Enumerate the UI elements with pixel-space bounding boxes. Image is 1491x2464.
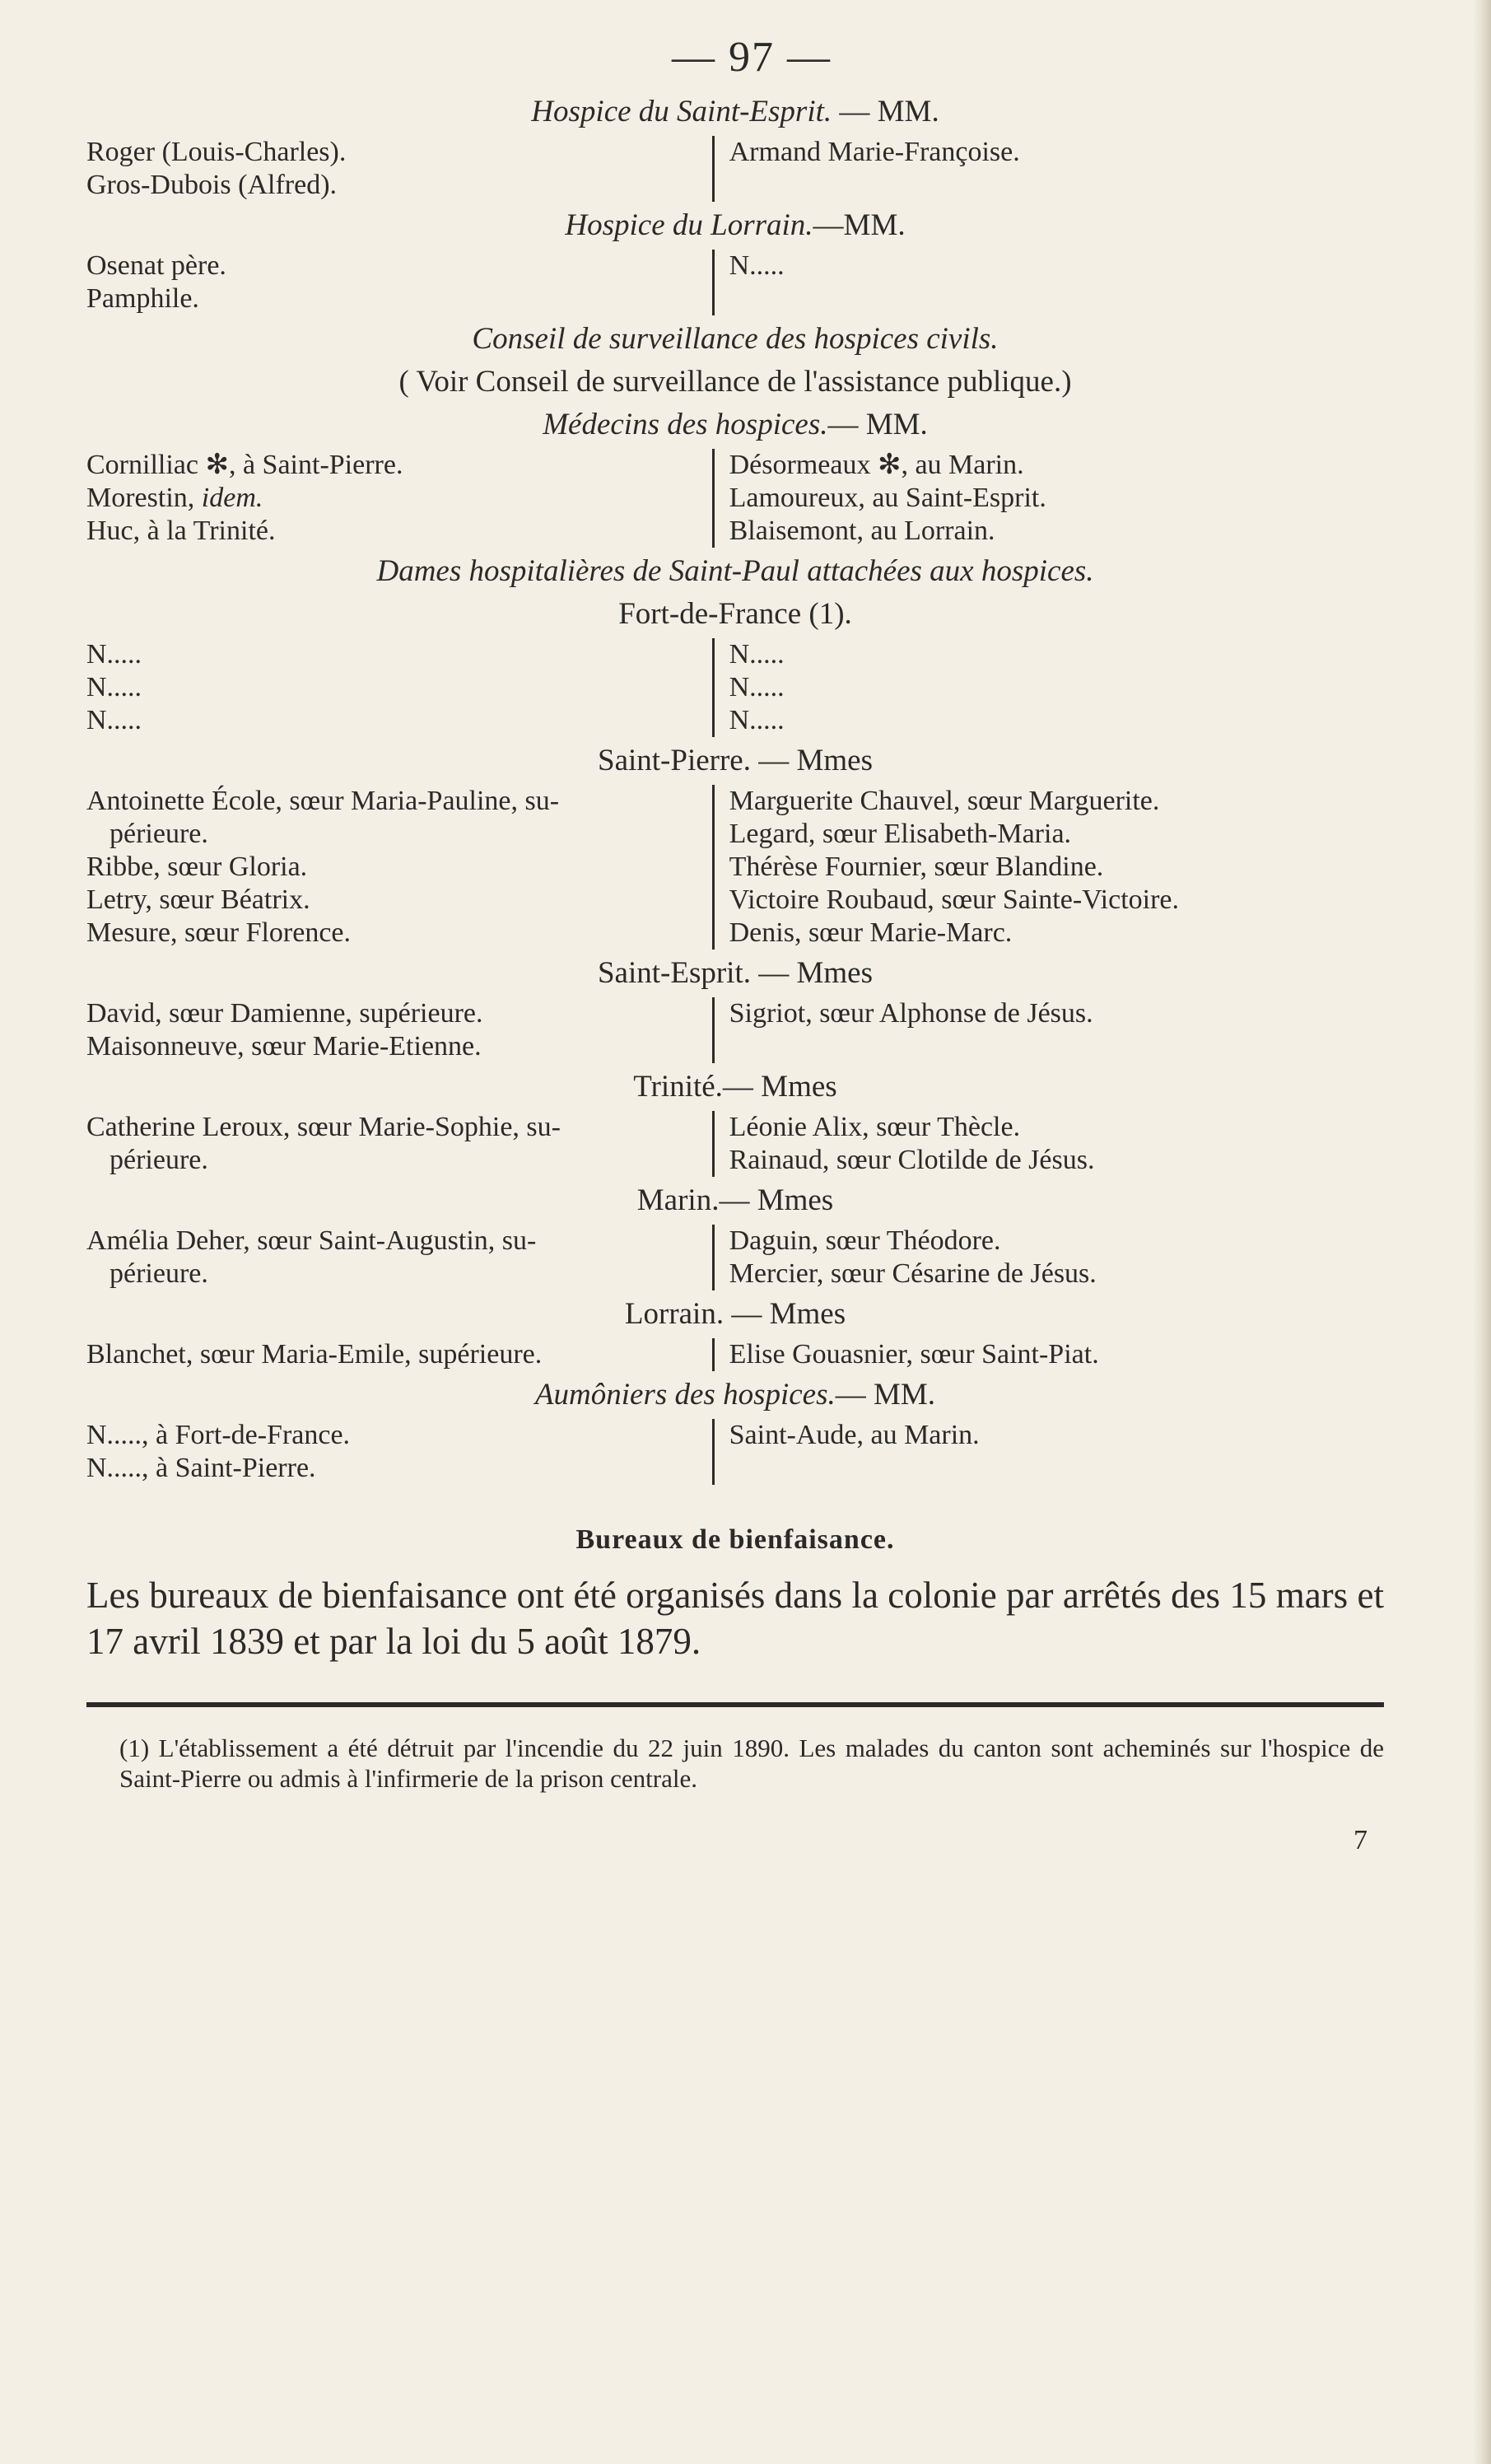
section-heading-lorrain: Hospice du Lorrain.—MM.: [565, 208, 906, 242]
page-number: — 97 —: [672, 34, 832, 81]
page-edge: [1473, 0, 1491, 2464]
two-column-list: [86, 1225, 1384, 1290]
two-column-list: [86, 1419, 1384, 1485]
list-item: Antoinette École, sœur Maria-Pauline, su-: [86, 786, 560, 816]
list-item: périeure.: [109, 1258, 208, 1289]
list-item: Mercier, sœur Césarine de Jésus.: [729, 1258, 1097, 1289]
footnote: (1) L'établissement a été détruit par l'incendie du 22 juin 1890. Les malades du canton sont acheminés sur l'hospice de Saint-Pierre ou admis à l'infirmerie de la prison centrale.: [119, 1734, 1384, 1793]
list-item: Maisonneuve, sœur Marie-Etienne.: [86, 1031, 482, 1062]
signature-mark: 7: [1354, 1825, 1368, 1855]
section-heading-saint-esprit: Hospice du Saint-Esprit. — MM.: [531, 95, 939, 128]
list-item: N.....: [86, 705, 142, 735]
list-item: Pamphile.: [86, 283, 199, 314]
list-item: Huc, à la Trinité.: [86, 516, 276, 546]
bureaux-heading: Bureaux de bienfaisance.: [575, 1524, 895, 1555]
subheading-fort-de-france: Fort-de-France (1).: [618, 597, 852, 631]
list-item: Blanchet, sœur Maria-Emile, supérieure.: [86, 1339, 543, 1370]
list-item: Letry, sœur Béatrix.: [86, 884, 310, 915]
list-item: périeure.: [109, 819, 208, 849]
two-column-list: [86, 449, 1384, 548]
list-item: Legard, sœur Elisabeth-Maria.: [729, 819, 1072, 849]
footnote-divider: [86, 1702, 1384, 1707]
list-item: Gros-Dubois (Alfred).: [86, 170, 338, 200]
list-item: Mesure, sœur Florence.: [86, 917, 352, 948]
list-item: Amélia Deher, sœur Saint-Augustin, su-: [86, 1225, 537, 1256]
list-item: Armand Marie-Françoise.: [729, 137, 1020, 167]
list-item: N.....: [86, 639, 142, 670]
list-item: Blaisemont, au Lorrain.: [729, 516, 995, 546]
list-item: Morestin, idem.: [86, 483, 263, 513]
list-item: Ribbe, sœur Gloria.: [86, 852, 308, 882]
conseil-note: ( Voir Conseil de surveillance de l'assistance publique.): [398, 365, 1072, 399]
list-item: N....., à Fort-de-France.: [86, 1420, 351, 1450]
list-item: Daguin, sœur Théodore.: [729, 1225, 1001, 1256]
section-heading-medecins: Médecins des hospices.— MM.: [543, 408, 928, 441]
list-item: Catherine Leroux, sœur Marie-Sophie, su-: [86, 1112, 561, 1142]
two-column-list: [86, 136, 1384, 202]
subheading-saint-esprit: Saint-Esprit. — Mmes: [597, 956, 873, 990]
two-column-list: [86, 638, 1384, 737]
subheading-trinite: Trinité.— Mmes: [633, 1070, 837, 1104]
list-item: N.....: [729, 639, 785, 670]
list-item: Thérèse Fournier, sœur Blandine.: [729, 852, 1104, 882]
subheading-saint-pierre: Saint-Pierre. — Mmes: [598, 744, 873, 777]
list-item: Elise Gouasnier, sœur Saint-Piat.: [729, 1339, 1099, 1370]
list-item: Rainaud, sœur Clotilde de Jésus.: [729, 1145, 1095, 1175]
list-item: Victoire Roubaud, sœur Sainte-Victoire.: [729, 884, 1180, 915]
two-column-list: [86, 785, 1384, 950]
list-item: Osenat père.: [86, 250, 226, 281]
two-column-list: [86, 997, 1384, 1063]
subheading-lorrain: Lorrain. — Mmes: [624, 1297, 846, 1331]
list-item: périeure.: [109, 1145, 208, 1175]
list-item: N....., à Saint-Pierre.: [86, 1453, 316, 1483]
section-heading-conseil: Conseil de surveillance des hospices civils.: [472, 322, 999, 356]
two-column-list: [86, 1338, 1384, 1371]
list-item: Roger (Louis-Charles).: [86, 137, 347, 167]
list-item: Sigriot, sœur Alphonse de Jésus.: [729, 998, 1093, 1029]
list-item: Denis, sœur Marie-Marc.: [729, 917, 1013, 948]
list-item: Marguerite Chauvel, sœur Marguerite.: [729, 786, 1160, 816]
list-item: Lamoureux, au Saint-Esprit.: [729, 483, 1046, 513]
list-item: David, sœur Damienne, supérieure.: [86, 998, 483, 1029]
two-column-list: [86, 250, 1384, 315]
two-column-list: [86, 1111, 1384, 1177]
list-item: Désormeaux ✻, au Marin.: [729, 450, 1024, 480]
list-item: Saint-Aude, au Marin.: [729, 1420, 980, 1450]
list-item: N.....: [729, 250, 785, 281]
list-item: Cornilliac ✻, à Saint-Pierre.: [86, 450, 403, 480]
section-heading-aumoniers: Aumôniers des hospices.— MM.: [534, 1378, 936, 1412]
list-item: Léonie Alix, sœur Thècle.: [729, 1112, 1021, 1142]
list-item: N.....: [729, 705, 785, 735]
list-item: N.....: [86, 672, 142, 702]
list-item: N.....: [729, 672, 785, 702]
subheading-marin: Marin.— Mmes: [636, 1183, 834, 1217]
section-heading-dames: Dames hospitalières de Saint-Paul attachées aux hospices.: [376, 554, 1094, 588]
bureaux-paragraph: Les bureaux de bienfaisance ont été organisés dans la colonie par arrêtés des 15 mars et 17 avril 1839 et par la loi du 5 août 1879.: [86, 1575, 1384, 1662]
